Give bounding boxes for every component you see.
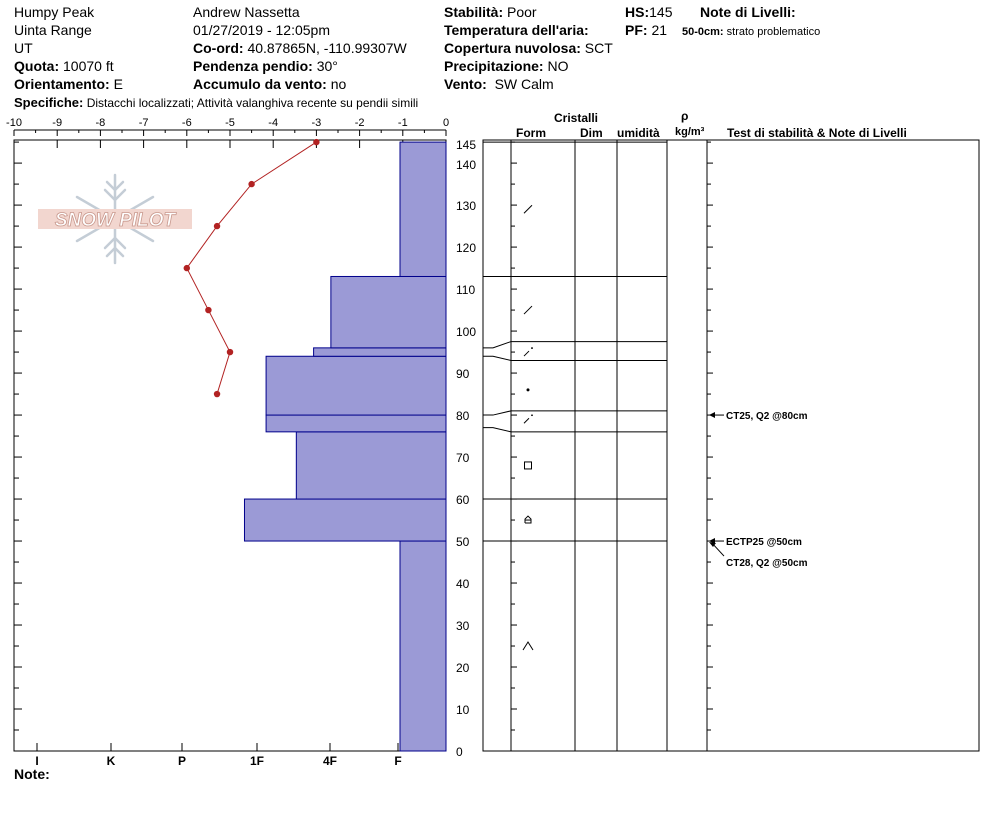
temperature-point	[214, 391, 220, 397]
height-tick-label: 90	[456, 367, 470, 382]
temp-tick-label: -9	[52, 117, 63, 129]
grain-symbol-dot	[531, 414, 533, 416]
height-tick-label: 130	[456, 199, 477, 214]
slope-label: Pendenza pendio:	[193, 58, 313, 74]
grain-symbol-facet	[524, 306, 532, 314]
grain-symbol-facet	[524, 205, 532, 213]
hardness-tick-label: 4F	[322, 754, 338, 768]
temp-tick-label: 0	[442, 117, 450, 129]
pf-value: 21	[651, 22, 668, 38]
height-tick-label: 20	[456, 661, 470, 676]
logo-text: SNOW PILOT	[54, 210, 176, 231]
stability-test-label: CT28, Q2 @50cm	[726, 558, 808, 570]
temperature-point	[184, 265, 190, 271]
pf-label: PF:	[625, 22, 648, 38]
height-tick-label: 40	[456, 577, 470, 592]
temp-tick-label: -2	[354, 117, 365, 129]
height-tick-label: 50	[456, 535, 470, 550]
hardness-layer	[314, 348, 446, 356]
height-tick-label: 140	[456, 158, 477, 173]
hardness-tick-label: I	[35, 754, 39, 768]
crystals-header: Cristalli	[554, 111, 599, 125]
rho-header: ρ	[681, 109, 689, 123]
specifics-value: Distacchi localizzati; Attività valanghiva recente su pendii simili	[86, 96, 419, 110]
height-tick-label: 80	[456, 409, 470, 424]
hardness-layer	[296, 432, 446, 499]
grain-symbol-facet	[524, 351, 529, 356]
state: UT	[14, 40, 33, 56]
temp-tick-label: -6	[181, 117, 192, 129]
hardness-layer	[400, 142, 446, 276]
hardness-layer	[266, 415, 446, 432]
snowpilot-logo	[38, 175, 192, 263]
aspect-label: Orientamento:	[14, 76, 110, 92]
stability-label: Stabilità:	[444, 4, 504, 20]
height-tick-label: 30	[456, 619, 470, 634]
hs-value: 145	[649, 4, 673, 20]
temp-tick-label: -10	[6, 117, 22, 129]
boundary-connector	[483, 428, 511, 432]
hardness-layer	[331, 276, 446, 347]
temperature-point	[214, 223, 220, 229]
height-tick-label: 0	[456, 745, 463, 759]
hs-label: HS:	[625, 4, 650, 20]
precip-label: Precipitazione:	[444, 58, 544, 74]
grain-symbol-depth-hoar-large	[523, 642, 533, 650]
elevation-label: Quota:	[14, 58, 60, 74]
layer-note-text: strato problematico	[726, 26, 821, 38]
height-tick-label: 100	[456, 325, 477, 340]
datetime: 01/27/2019 - 12:05pm	[193, 22, 330, 38]
table-frame	[483, 140, 979, 751]
coord-value: 40.87865N, -110.99307W	[247, 40, 407, 56]
temperature-point	[248, 181, 254, 187]
temperature-point	[205, 307, 211, 313]
layer-notes-label: Note di Livelli:	[700, 4, 796, 20]
notes-label: Note:	[14, 766, 50, 782]
temp-tick-label: -4	[268, 117, 279, 129]
hardness-tick-label: P	[177, 754, 187, 768]
location: Humpy Peak	[14, 4, 95, 20]
wind-value: SW Calm	[494, 76, 554, 92]
test-arrow-icon	[709, 412, 715, 418]
density-unit-header: kg/m³	[675, 126, 705, 138]
range: Uinta Range	[14, 22, 92, 38]
layer-note-depth: 50-0cm:	[682, 26, 724, 38]
boundary-connector	[483, 411, 511, 415]
temperature-point	[227, 349, 233, 355]
hardness-layer	[266, 356, 446, 415]
temp-tick-label: -7	[138, 117, 149, 129]
grain-symbol-facet	[524, 418, 529, 423]
hardness-tick-label: K	[106, 754, 116, 768]
temp-tick-label: -1	[397, 117, 408, 129]
boundary-connector	[483, 356, 511, 360]
grain-symbol-round	[527, 388, 530, 391]
hardness-layer	[400, 541, 446, 751]
wind-label: Vento:	[444, 76, 487, 92]
wind-load-label: Accumulo da vento:	[193, 76, 327, 92]
tests-header: Test di stabilità & Note di Livelli	[727, 126, 907, 140]
stability-value: Poor	[507, 4, 537, 20]
height-tick-label: 110	[456, 283, 476, 298]
aspect-value: E	[113, 76, 123, 92]
dim-header: Dim	[580, 126, 603, 140]
temp-tick-label: -5	[225, 117, 235, 129]
temp-tick-label: -3	[311, 117, 322, 129]
hardness-layer	[244, 499, 446, 541]
stability-test-label: CT25, Q2 @80cm	[726, 411, 808, 423]
height-tick-label: 60	[456, 493, 470, 508]
height-tick-label: 120	[456, 241, 477, 256]
slope-value: 30°	[316, 58, 338, 74]
height-tick-label: 145	[456, 138, 477, 153]
observer: Andrew Nassetta	[193, 4, 300, 20]
precip-value: NO	[547, 58, 569, 74]
moisture-header: umidità	[617, 126, 660, 140]
sky-value: SCT	[584, 40, 613, 56]
coord-label: Co-ord:	[193, 40, 244, 56]
sky-label: Copertura nuvolosa:	[444, 40, 581, 56]
temperature-point	[313, 139, 319, 145]
air-temp-label: Temperatura dell'aria:	[444, 22, 589, 38]
temp-tick-label: -8	[95, 117, 106, 129]
boundary-connector	[483, 342, 511, 348]
wind-load-value: no	[330, 76, 347, 92]
specifics-label: Specifiche:	[14, 95, 84, 110]
height-tick-label: 70	[456, 451, 470, 466]
height-tick-label: 10	[456, 703, 470, 718]
form-header: Form	[516, 126, 546, 140]
grain-symbol-square	[525, 462, 532, 469]
elevation-value: 10070 ft	[63, 58, 114, 74]
hardness-tick-label: F	[394, 754, 402, 768]
hardness-tick-label: 1F	[249, 754, 265, 768]
grain-symbol-dot	[531, 347, 533, 349]
stability-test-label: ECTP25 @50cm	[726, 537, 802, 549]
